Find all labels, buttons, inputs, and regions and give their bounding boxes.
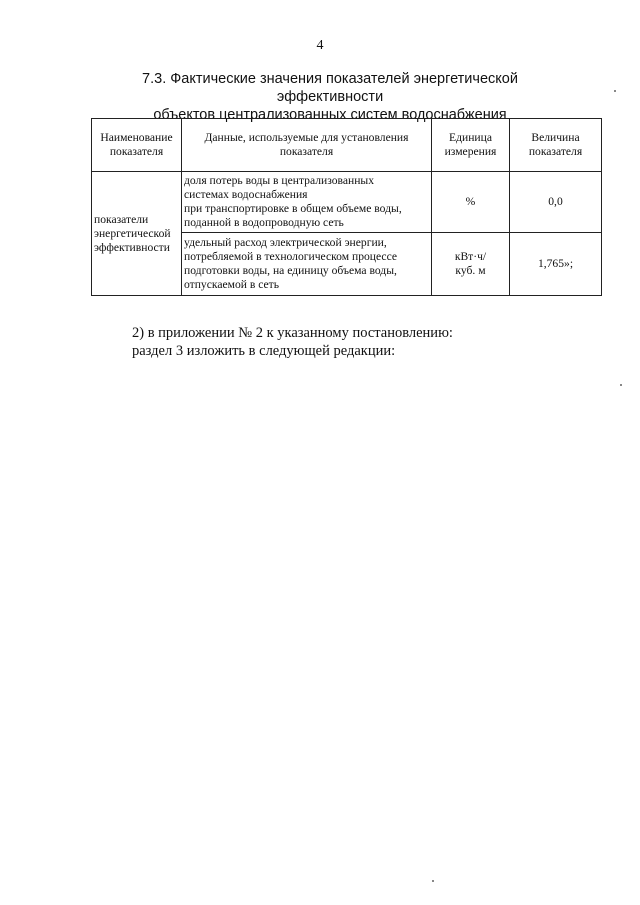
table-row <box>92 172 602 233</box>
paragraph-section: раздел 3 изложить в следующей редакции: <box>132 343 396 359</box>
scan-speck <box>614 90 616 92</box>
source-data-cell: удельный расход электрической энергии, потребляемой в технологическом процессе подготовки воды, на единицу объема воды, отпускаемой в сеть <box>182 233 432 296</box>
paragraph-appendix: 2) в приложении № 2 к указанному постановлению: <box>132 325 453 341</box>
table-header-row <box>92 119 602 172</box>
section-title-line-2: объектов централизованных систем водоснабжения <box>153 107 507 123</box>
page-number: 4 <box>316 38 324 53</box>
value-cell: 0,0 <box>510 172 602 233</box>
indicator-name-cell: показатели энергетической эффективности <box>92 172 182 296</box>
indicators-table <box>91 118 602 296</box>
header-source-data: Данные, используемые для установления показателя <box>182 119 432 172</box>
header-unit: Единица измерения <box>432 119 510 172</box>
header-indicator-name: Наименование показателя <box>92 119 182 172</box>
value-cell: 1,765»; <box>510 233 602 296</box>
scan-speck <box>620 384 622 386</box>
source-data-cell: доля потерь воды в централизованных системах водоснабжения при транспортировке в общем объеме воды, поданной в водопроводную сеть <box>182 172 432 233</box>
unit-cell: % <box>432 172 510 233</box>
scan-speck <box>432 880 434 882</box>
section-title <box>90 70 570 124</box>
unit-cell: кВт·ч/ куб. м <box>432 233 510 296</box>
header-value: Величина показателя <box>510 119 602 172</box>
section-title-line-1: 7.3. Фактические значения показателей энергетической эффективности <box>142 71 518 105</box>
